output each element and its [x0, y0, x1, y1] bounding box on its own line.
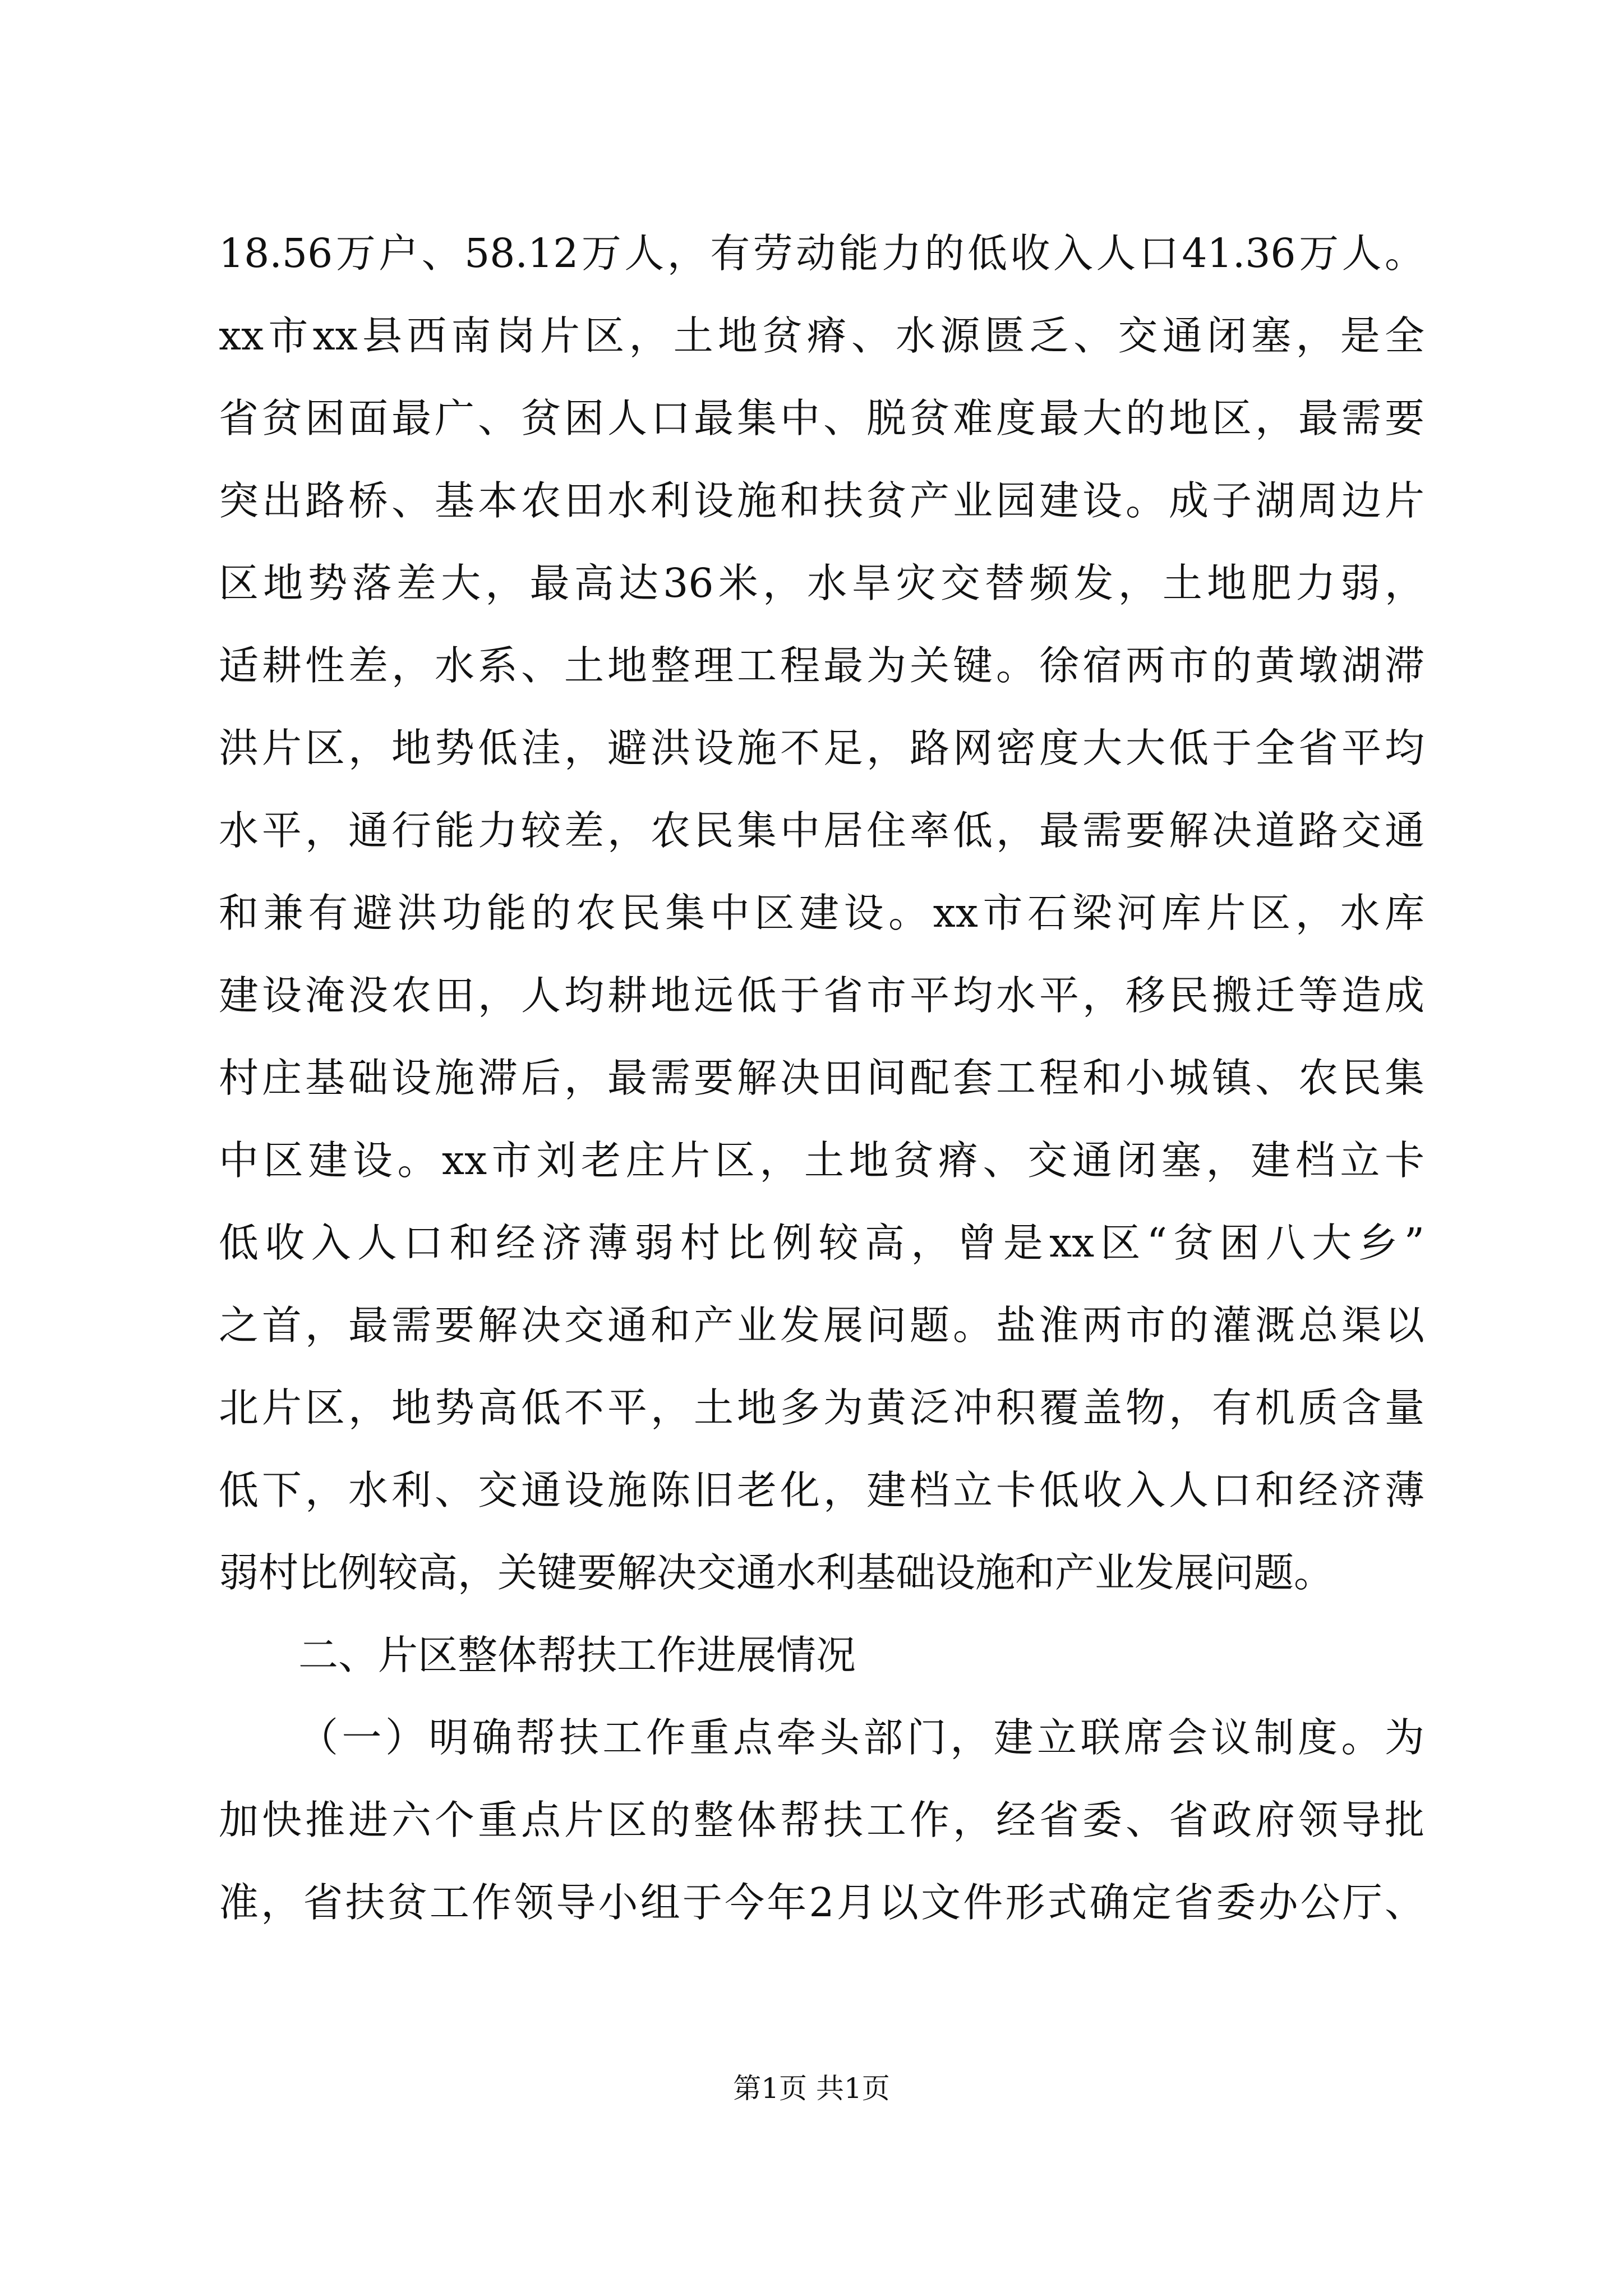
text-line: xx市xx县西南岗片区，土地贫瘠、水源匮乏、交通闭塞，是全 — [219, 312, 1424, 359]
text-line: 18.56万户、58.12万人，有劳动能力的低收入人口41.36万人。 — [219, 230, 1424, 277]
section-heading: 二、片区整体帮扶工作进展情况 — [298, 1632, 856, 1678]
text-line: 洪片区，地势低洼，避洪设施不足，路网密度大大低于全省平均 — [219, 725, 1424, 771]
text-line: 村庄基础设施滞后，最需要解决田间配套工程和小城镇、农民集 — [219, 1055, 1424, 1101]
text-line: 低下，水利、交通设施陈旧老化，建档立卡低收入人口和经济薄 — [219, 1467, 1424, 1513]
text-line: 适耕性差，水系、土地整理工程最为关键。徐宿两市的黄墩湖滞 — [219, 642, 1424, 689]
text-line: 突出路桥、基本农田水利设施和扶贫产业园建设。成子湖周边片 — [219, 477, 1424, 524]
text-line: 中区建设。xx市刘老庄片区，土地贫瘠、交通闭塞，建档立卡 — [219, 1137, 1424, 1184]
text-line: 加快推进六个重点片区的整体帮扶工作，经省委、省政府领导批 — [219, 1797, 1424, 1843]
text-line: 准，省扶贫工作领导小组于今年2月以文件形式确定省委办公厅、 — [219, 1879, 1424, 1926]
text-line: 区地势落差大，最高达36米，水旱灾交替频发，土地肥力弱， — [219, 560, 1424, 606]
text-line: 北片区，地势高低不平，土地多为黄泛冲积覆盖物，有机质含量 — [219, 1384, 1424, 1431]
text-line: 省贫困面最广、贫困人口最集中、脱贫难度最大的地区，最需要 — [219, 395, 1424, 441]
document-body — [219, 212, 1424, 1944]
page-footer: 第1页 共1页 — [733, 2072, 890, 2105]
text-line: （一）明确帮扶工作重点牵头部门，建立联席会议制度。为 — [298, 1714, 1424, 1761]
text-line: 之首，最需要解决交通和产业发展问题。盐淮两市的灌溉总渠以 — [219, 1302, 1424, 1349]
text-line: 建设淹没农田，人均耕地远低于省市平均水平，移民搬迁等造成 — [219, 972, 1424, 1019]
text-line: 水平，通行能力较差，农民集中居住率低，最需要解决道路交通 — [219, 807, 1424, 854]
text-line: 和兼有避洪功能的农民集中区建设。xx市石梁河库片区，水库 — [219, 890, 1424, 936]
text-line: 低收入人口和经济薄弱村比例较高，曾是xx区“贫困八大乡” — [219, 1220, 1424, 1266]
text-line: 弱村比例较高，关键要解决交通水利基础设施和产业发展问题。 — [219, 1549, 1334, 1596]
